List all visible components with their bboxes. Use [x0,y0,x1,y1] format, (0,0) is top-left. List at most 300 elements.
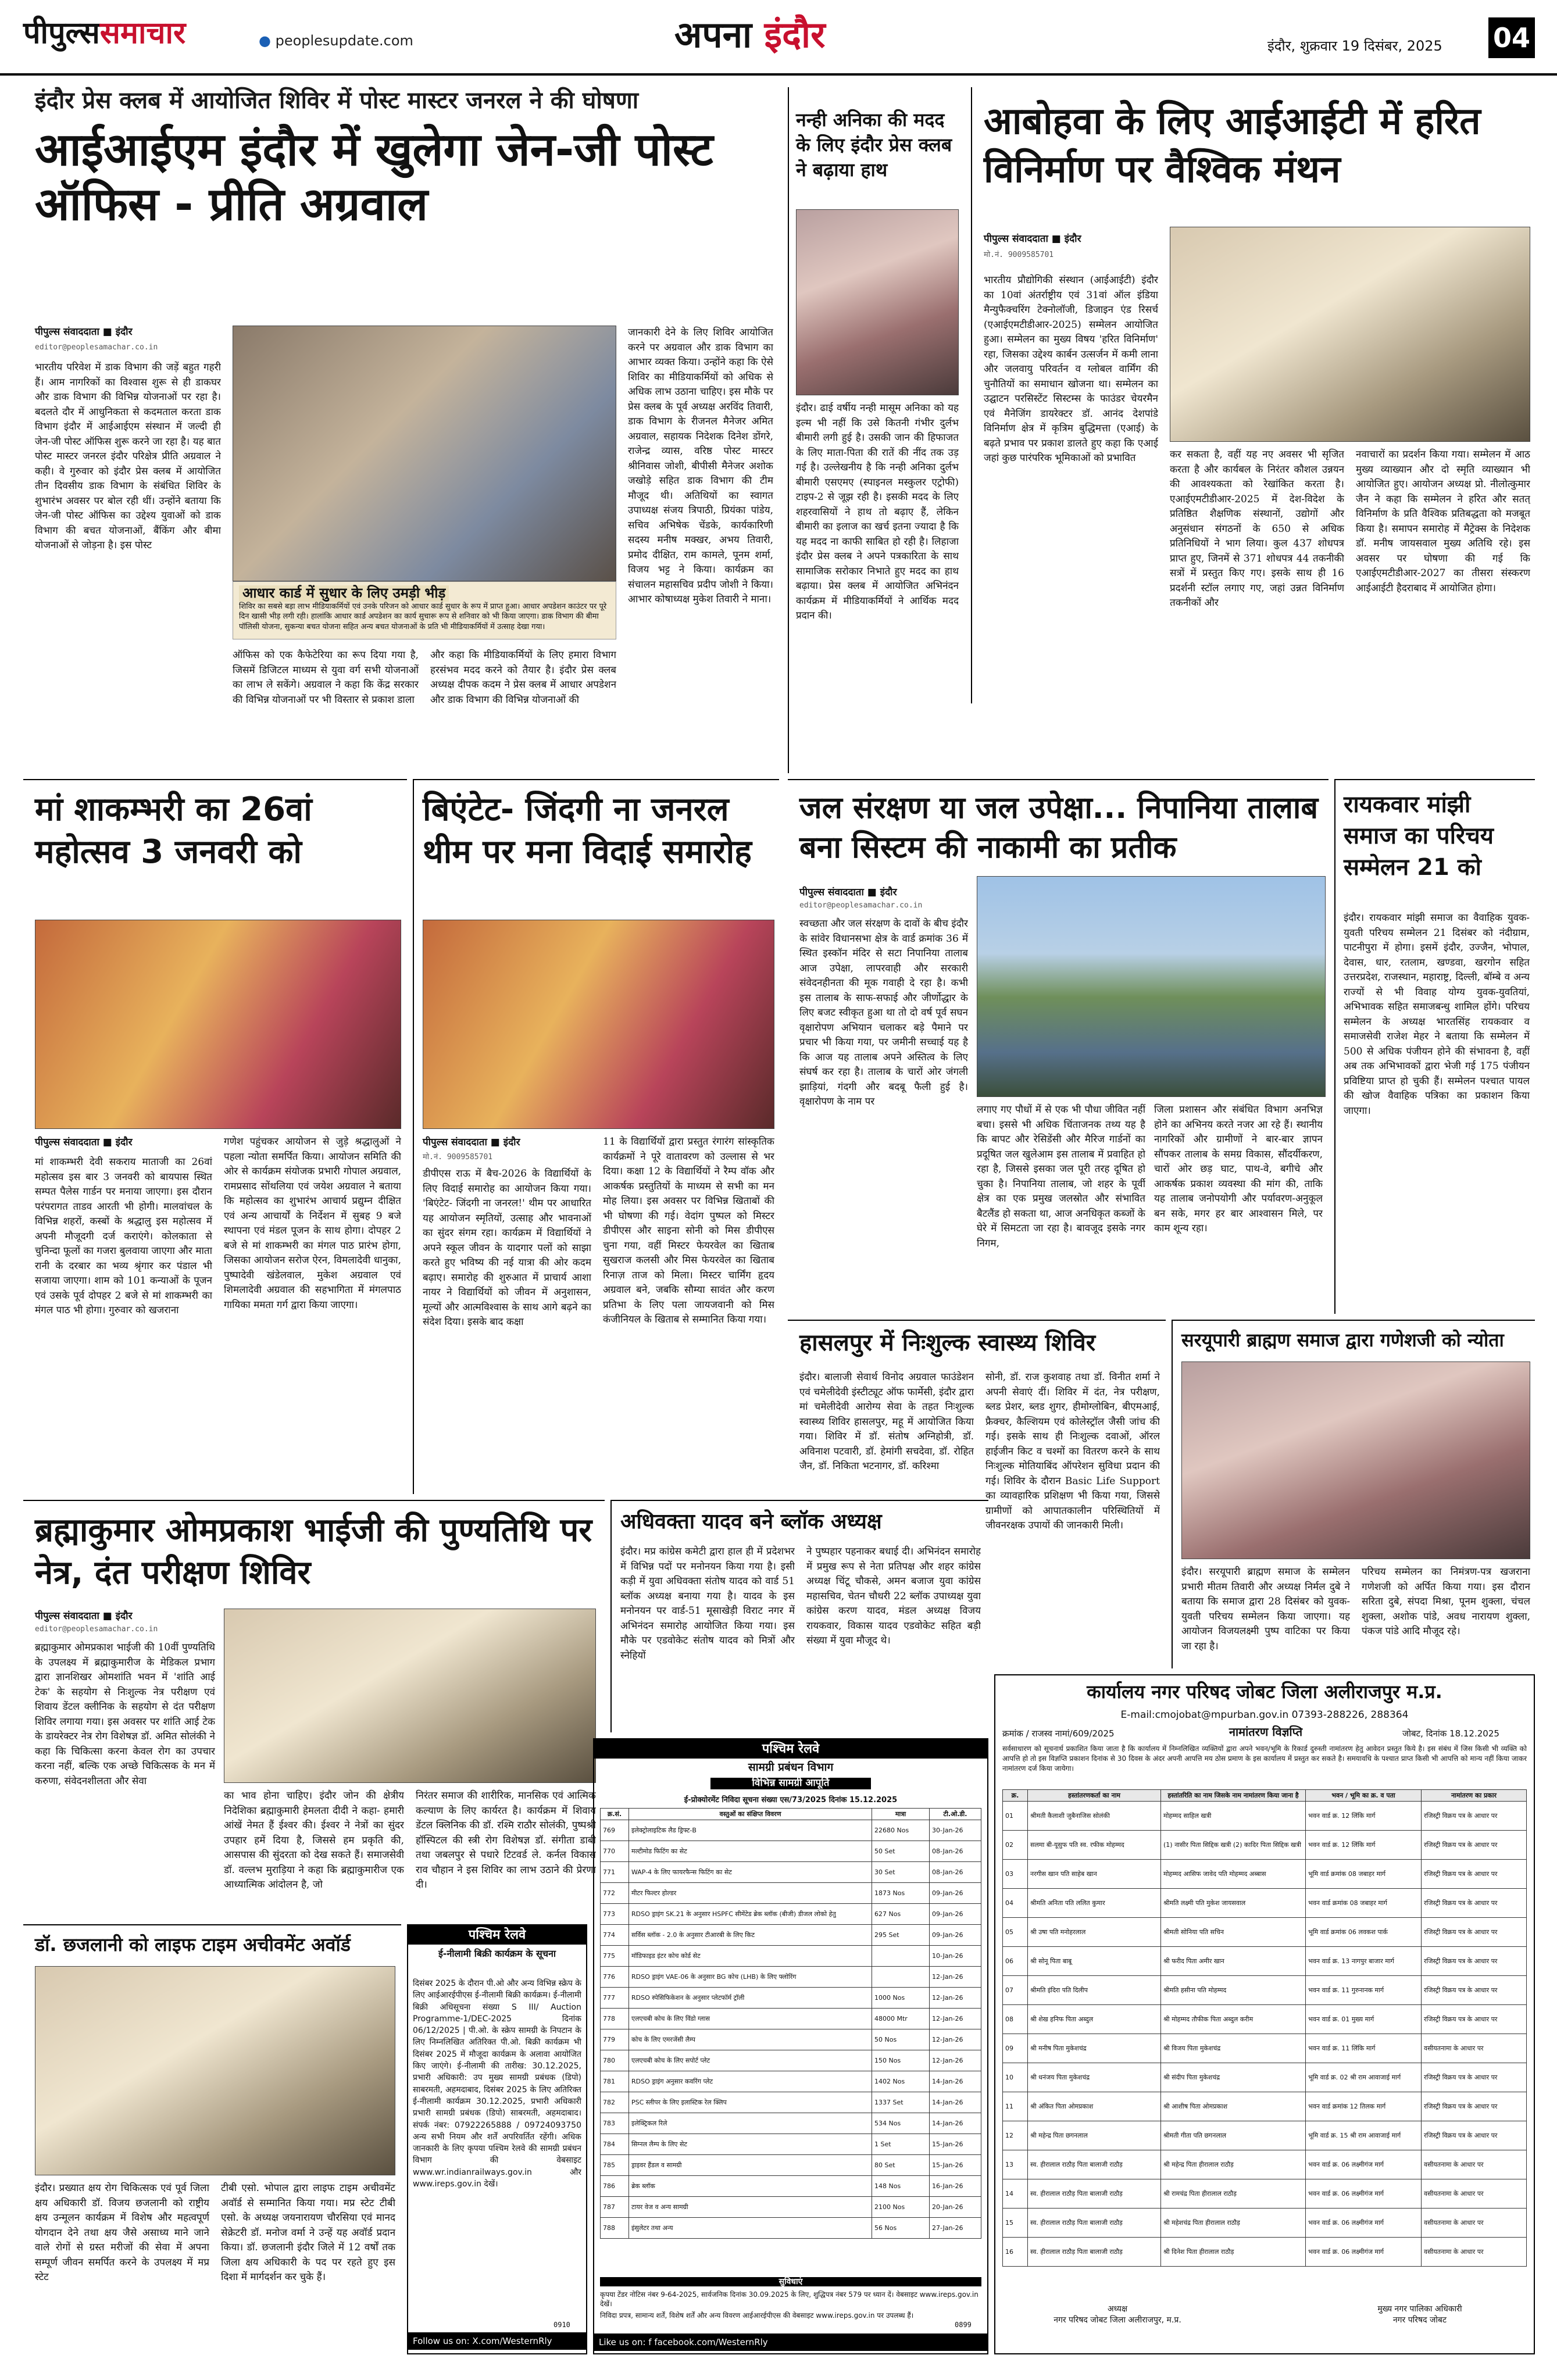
ad2-table-wrap [600,1808,981,2273]
story3-col1: भारतीय प्रौद्योगिकी संस्थान (आईआईटी) इंदौर का 10वां अंतर्राष्ट्रीय एवं 31वां ऑल इंडिया मैन्युफैक्चरिंग टेक्नोलॉजी, डिजाइन एंड रिसर्च (एआईएमटीडीआर-2025) सम्मेलन आयोजित हुआ। सम्मेलन का मुख्य विषय 'हरित विनिर्माण' रहा, जिसका उद्देश्य कार्बन उत्सर्जन में कमी लाना और जलवायु परिवर्तन व ग्लोबल वार्मिंग की चुनौतियों का समाधान खोजना था। सम्मेलन का उद्घाटन परसिस्टेंट सिस्टम्स के फाउंडर चेयरमैन एवं मैनेजिंग डायरेक्टर डॉ. आनंद देशपांडे विनिर्माण क्षेत्र में कृत्रिम बुद्धिमत्ता (एआई) के बढ़ते प्रभाव पर प्रकाश डालते हुए कहा कि एआई जहां कुछ पारंपरिक भूमिकाओं को प्रभावित [984,274,1158,464]
notice-table-header-row [1003,1790,1527,1802]
mutation-cell: मोहम्मद आसिफ जावेद पति मोहम्मद अब्बास [1161,1860,1306,1889]
tender-cell: मॉडिफाइड इंटर कोच कोर्ड सेट [629,1946,872,1967]
mutation-cell: भवन वार्ड क्र. 12 लिंकि मार्ग [1306,1802,1422,1831]
tender-row [601,1841,981,1862]
notice-col-header: हस्तांतरणकर्ता का नाम [1028,1790,1161,1802]
mutation-cell: श्री उषा पति मनोहरलाल [1028,1918,1161,1947]
municipal-notice [994,1674,1535,2354]
tender-cell: सर्विस ब्लॉक - 2.0 के अनुसार टीआरबी के लिए किट [629,1925,872,1946]
mutation-cell: 10 [1003,2063,1028,2092]
mutation-cell: 08 [1003,2005,1028,2034]
brand-right: समाचार [99,16,186,51]
story-iit-green-manufacturing [971,87,1535,703]
story12-headline: डॉ. छजलानी को लाइफ टाइम अचीवमेंट अवॉर्ड [35,1934,351,1956]
tender-row [601,1862,981,1883]
section-title: अपना इंदौर [674,13,826,56]
ad1-header: पश्चिम रेलवे [408,1925,586,1945]
story3-phone: मो.नं. 9009585701 [984,251,1054,259]
story-chhajlani-award [23,1924,401,2354]
mutation-cell: रजिस्ट्री विक्रय पत्र के आधार पर [1422,2005,1527,2034]
mutation-cell: श्री शेख हनिफ पिता अब्दुल [1028,2005,1161,2034]
mutation-row [1003,2238,1527,2267]
tender-row [601,2009,981,2029]
ad2-table-header-row [601,1809,981,1820]
ad1-footer-link[interactable]: Follow us on: X.com/WesternRly [408,2332,586,2350]
tender-cell: RDSO ड्राइंग SK.21 के अनुसार HSPFC सीमेंटेड ब्रेक ब्लॉक (बीजी) डीजल लोको हेतु [629,1904,872,1925]
story3-photo [1170,227,1530,442]
tender-cell: 14-Jan-26 [930,2071,981,2092]
tender-cell: 781 [601,2071,629,2092]
tender-cell: 784 [601,2134,629,2155]
tender-cell: 09-Jan-26 [930,1904,981,1925]
sign-right-title: मुख्य नगर पालिका अधिकारी [1377,2304,1462,2314]
notice-col-header: क्र. [1003,1790,1028,1802]
tender-cell: 12-Jan-26 [930,2009,981,2029]
story-brahmakumar-camp [23,1500,605,1918]
mutation-cell: रजिस्ट्री विक्रय पत्र के आधार पर [1422,1947,1527,1976]
story6-col1: मां शाकम्भरी देवी सकराय माताजी का 26वां महोत्सव इस बार 3 जनवरी को बायपास स्थित सम्पत पैलेस गार्डन पर मनाया जाएगा। इस दौरान परंपरागत ताडव आरती भी होगी। मालवांचल के विभिन्न शहरों, कस्बों के श्रद्धालु इस महोत्सव में अपनी मौजूदगी दर्ज कराएंगे। कोलकाता से चुनिन्दा फूलों का गजरा बुलवाया जाएगा और माता रानी के दरबार का भव्य श्रृंगार कर पंडाल भी सजाया जाएगा। शाम को 101 कन्याओं के पूजन एवं उसके पूर्व दोपहर 2 बजे से मां शाकम्भरी का मंगल पाठ भी होगा। गुरुवार को खजराना [35,1156,212,1316]
tender-cell [872,1967,930,1988]
tender-row [601,2071,981,2092]
mutation-cell: श्री रामचंद्र पिता हीरालाल राठौड़ [1161,2179,1306,2209]
story11-col1: इंदौर। मप्र कांग्रेस कमेटी द्वारा हाल ही में प्रदेशभर में विभिन्न पदों पर मनोनयन किया गया है। इसी कड़ी में युवा अधिवक्ता संतोष यादव को वार्ड 51 ब्लॉक अध्यक्ष बनाया गया है। यादव के इस मनोनयन पर वार्ड-51 मूसाखेड़ी विराट नगर में अभिनंदन समारोह आयोजित किया गया। इस मौके पर एडवोकेट संतोष यादव को मित्रों और स्नेहियों [620,1546,795,1661]
tender-cell: 777 [601,1988,629,2009]
tender-cell: 787 [601,2197,629,2218]
ad1-code: 0910 [553,2321,570,2329]
mutation-cell: स्व. हीरालाल राठौड़ पिता बालाजी राठौड़ [1028,2238,1161,2267]
tender-row [601,2197,981,2218]
ad2-code: 0899 [955,2321,972,2329]
notice-contact: E-mail:cmojobat@mpurban.gov.in 07393-288226, 288364 [1120,1709,1409,1721]
tender-cell: 148 Nos [872,2176,930,2197]
story1-col4: जानकारी देने के लिए शिविर आयोजित करने पर अग्रवाल और डाक विभाग का आभार व्यक्त किया। उन्होंने कहा कि ऐसे शिविर का मीडियाकर्मियों को अधिक से अधिक लाभ उठाना चाहिए। इस मौके पर प्रेस क्लब के पूर्व अध्यक्ष अरविंद तिवारी, डाक विभाग के रीजनल मैनेजर अमित अग्रवाल, सहायक निदेशक दिनेश डोंगरे, राजेन्द्र व्यास, वरिष्ठ पोस्ट मास्टर श्रीनिवास जोशी, बीपीसी मैनेजर अशोक जखोड़े सहित डाक विभाग की टीम मौजूद थी। अतिथियों का स्वागत उपाध्यक्ष संजय त्रिपाठी, प्रियंका पांडेय, सचिव अभिषेक चेंडके, कार्यकारिणी सदस्य मनीष मक्खर, अभय तिवारी, प्रमोद दीक्षित, राम कामले, पूनम शर्मा, विजय भट्ट ने किया। कार्यक्रम का संचालन महासचिव प्रदीप जोशी ने किया। आभार कोषाध्यक्ष मुकेश तिवारी ने माना। [628,327,773,605]
story7-photo [423,920,774,1129]
tender-cell: 772 [601,1883,629,1904]
story3-col2: कर सकता है, वहीं यह नए अवसर भी सृजित करता है और कार्यबल के निरंतर कौशल उन्नयन की आवश्यकता को रेखांकित करता है। एआईएमटीडीआर-2025 में देश-विदेश के प्रतिष्ठित शैक्षणिक संस्थानों, उद्योगों और अनुसंधान संगठनों के 650 से अधिक प्रतिनिधियों ने भाग लिया। कुल 437 शोधपत्र प्राप्त हुए, जिनमें से 371 शोधपत्र 44 तकनीकी सत्रों में प्रस्तुत किए गए। इसके साथ ही 16 प्रदर्शनी स्टॉल लगाए गए, जहां उन्नत विनिर्माण तकनीकों और [1170,449,1344,609]
story4-col2: लगाए गए पौधों में से एक भी पौधा जीवित नहीं बचा। इससे भी अधिक चिंताजनक तथ्य यह है कि बापट और रेसिडेंसी और मैरिज गार्डनों का प्रदूषित जल खुलेआम इस तालाब में प्रवाहित हो रहा है, जिससे इसका जल पूरी तरह दूषित हो चुका है। निपानिया तालाब, जो शहर के पूर्वी क्षेत्र का एक प्रमुख जलस्रोत और संभावित बैटलैंड हो सकता था, आज अनधिकृत कब्जों के घेरे में सिमटता जा रहा है। बावजूद इसके नगर निगम, [977,1104,1145,1249]
tender-row [601,2218,981,2239]
tender-cell: 20-Jan-26 [930,2197,981,2218]
story6-photo [35,920,401,1129]
story1-caption [233,581,616,639]
mutation-cell: 02 [1003,1831,1028,1860]
tender-cell: 779 [601,2029,629,2050]
tender-cell: 1402 Nos [872,2071,930,2092]
story10-headline: ब्रह्माकुमार ओमप्रकाश भाईजी की पुण्यतिथि पर नेत्र, दंत परीक्षण शिविर [35,1511,592,1592]
notice-sign-right [1327,2303,1513,2325]
tender-cell: एलएचबी कोच के लिए सपोर्ट प्लेट [629,2050,872,2071]
mutation-row [1003,1831,1527,1860]
ad2-table-body [601,1820,981,2239]
mutation-cell: श्री अंकित पिता ओमप्रकाश [1028,2092,1161,2121]
mutation-cell: रजिस्ट्री विक्रय पत्र के आधार पर [1422,1976,1527,2005]
tender-cell: 15-Jan-26 [930,2134,981,2155]
mutation-row [1003,1889,1527,1918]
tender-cell: 773 [601,1904,629,1925]
notice-intro: सर्वसाधारण को सूचनार्थ प्रकाशित किया जाता है कि कार्यालय में निम्नलिखित व्यक्तियों द्वारा अपने भवन/भूमि के रिकार्ड दुरुस्ती नामांतरण हेतु आवेदन प्रस्तुत किये है। इस संबंध में जिस किसी भी व्यक्ति को आपत्ति हो तो इस विज्ञप्ति प्रकाशन दिनांक से 30 दिवस के अंदर अपनी आपत्ति मय ठोस प्रमाण के इस कार्यालय में प्रस्तुत कर सकते है। समयावधि के पश्चात प्राप्त किसी भी आपत्ति को मान्य नहीं किया जाकर नामांतरण दर्ज किया जायेगा। [1002,1745,1527,1773]
story4-headline: जल संरक्षण या जल उपेक्षा... निपानिया तालाब बना सिस्टम की नाकामी का प्रतीक [799,791,1319,865]
story1-headline: आईआईएम इंदौर में खुलेगा जेन-जी पोस्ट ऑफिस - प्रीति अग्रवाल [35,124,713,231]
mutation-cell: भूमि वार्ड क्र. 15 श्री राम आवाजाई मार्ग [1306,2121,1422,2150]
mutation-row [1003,2005,1527,2034]
mutation-cell: रजिस्ट्री विक्रय पत्र के आधार पर [1422,1889,1527,1918]
mutation-row [1003,2209,1527,2238]
tender-cell: 09-Jan-26 [930,1925,981,1946]
mutation-cell: रजिस्ट्री विक्रय पत्र के आधार पर [1422,2092,1527,2121]
story4-col1: स्वच्छता और जल संरक्षण के दावों के बीच इंदौर के सांवेर विधानसभा क्षेत्र के वार्ड क्रमांक 36 में स्थित इस्कॉन मंदिर से सटा निपानिया तालाब आज उपेक्षा, लापरवाही और सरकारी संवेदनहीनता की मूक गवाही दे रहा है। कभी इस तालाब के साफ-सफाई और जीर्णोद्धार के लिए बजट स्वीकृत हुआ था तो दो वर्ष पूर्व सघन वृक्षारोपण अभियान चलाकर बड़े पैमाने पर प्रचार भी किया गया, पर जमीनी सच्चाई यह है कि आज यह तालाब अपने अस्तित्व के लिए संघर्ष कर रहा है। तालाब के चारों ओर जंगली झाड़ियां, गंदगी और बदबू फैली हुई है। वृक्षारोपण के नाम पर [799,918,968,1107]
mutation-cell: रजिस्ट्री विक्रय पत्र के आधार पर [1422,2121,1527,2150]
story8-headline: हासलपुर में निःशुल्क स्वास्थ्य शिविर [799,1330,1096,1356]
mutation-cell: वसीयतनामा के आधार पर [1422,2150,1527,2179]
tender-cell: 80 Set [872,2155,930,2176]
caption-text: शिविर का सबसे बड़ा लाभ मीडियाकर्मियों एवं उनके परिजन को आधार कार्ड सुधार के रूप में प्राप्त हुआ। आधार अपडेशन काउंटर पर पूरे दिन खासी भीड़ लगी रही। हालांकि आधार कार्ड अपडेशन का कार्य सुचारू रूप से शनिवार को भी किया जाएगा। डाक विभाग की बीमा पॉलिसी योजना, सुकन्या बचत योजना सहित अन्य बचत योजनाओं के प्रति भी मीडियाकर्मियों में उत्साह देखा गया। [239,602,607,631]
tender-cell: 12-Jan-26 [930,2050,981,2071]
tender-cell: टायर वेज व अन्य सामग्री [629,2197,872,2218]
mutation-cell: भवन वार्ड क्र. 06 लक्ष्मीगंज मार्ग [1306,2238,1422,2267]
mutation-cell: 03 [1003,1860,1028,1889]
mutation-cell: वसीयतनामा के आधार पर [1422,2238,1527,2267]
story7-col2: 11 के विद्यार्थियों द्वारा प्रस्तुत रंगारंग सांस्कृतिक कार्यक्रमों ने पूरे वातावरण को उल्लास से भर दिया। कक्षा 12 के विद्यार्थियों ने रैम्प वॉक और आकर्षक प्रस्तुतियों के माध्यम से सभी का मन मोह लिया। इस अवसर पर विभिन्न खिताबों की भी घोषणा की गई। वेदांग पुष्पल को मिस्टर डीपीएस और साइना सोनी को मिस डीपीएस चुना गया, वहीं मिस्टर फेयरवेल का खिताब सुखराज कलसी और मिस फेयरवेल का खिताब रिनाज़ ताज को मिला। मिस्टर चार्मिंग हृदय अग्रवाल बने, जबकि सौम्या सावंत और करण प्रतिभा के लिए पला जायजवानी को मिस कंजीनियल के खिताब से सम्मानित किया गया। [603,1136,774,1325]
mutation-cell: रजिस्ट्री विक्रय पत्र के आधार पर [1422,1802,1527,1831]
mutation-cell: भवन वार्ड क्र. 12 लिंकि मार्ग [1306,1831,1422,1860]
mutation-cell: भवन वार्ड क्र. 06 लक्ष्मीगंज मार्ग [1306,2150,1422,2179]
ad2-footer-link[interactable]: Like us on: f facebook.com/WesternRly [594,2333,987,2351]
story2-text: इंदौर। ढाई वर्षीय नन्ही मासूम अनिका को यह इल्म भी नहीं कि उसे कितनी गंभीर दुर्लभ बीमारी लगी हुई है। उसकी जान की हिफाजत के लिए माता-पिता की रातें की नींद तक उड़ गई है। उल्लेखनीय है कि नन्ही अनिका दुर्लभ बीमारी एसएमए (स्पाइनल मस्कुलर एट्रोफी) टाइप-2 से जूझ रही है। इसकी मदद के लिए शहरवासियों ने हाथ तो बढ़ाए हैं, लेकिन बीमारी का इलाज का खर्च इतना ज्यादा है कि यह मदद ना काफी साबित हो रही है। लिहाजा इंदौर प्रेस क्लब ने अपने पत्रकारिता के साथ सामाजिक सरोकार निभाते हुए मदद का हाथ बढ़ाया। प्रेस क्लब में आयोजित अभिनंदन कार्यक्रम में मीडियाकर्मियों ने आर्थिक मदद प्रदान की। [796,402,959,621]
tender-cell: 48000 Mtr [872,2009,930,2029]
notice-ref: क्रमांक / राजस्व नामां/609/2025 [1002,1728,1115,1739]
tender-cell: 12-Jan-26 [930,1988,981,2009]
mutation-cell: 09 [1003,2034,1028,2063]
story11-col2: ने पुष्पहार पहनाकर बधाई दी। अभिनंदन समारोह में प्रमुख रूप से नेता प्रतिपक्ष और शहर कांग्रेस अध्यक्ष चिंटू चौकसे, अमन बजाज युवा कांग्रेस महासचिव, चेतन चौधरी 22 ब्लॉक उपाध्यक्ष युवा कांग्रेस करण यादव, मंडल अध्यक्ष विजय रायकवार, विकास यादव एडवोकेट सहित बड़ी संख्या में युवा मौजूद थे। [806,1546,981,1646]
story1-col3: और कहा कि मीडियाकर्मियों के लिए हमारा विभाग हरसंभव मदद करने को तैयार है। इंदौर प्रेस क्लब अध्यक्ष दीपक कदम ने प्रेस क्लब में आधार अपडेशन और डाक विभाग की विभिन्न योजनाओं की [430,649,616,706]
mutation-cell: 01 [1003,1802,1028,1831]
mutation-cell: स्व. हीरालाल राठौड़ पिता बालाजी राठौड़ [1028,2150,1161,2179]
mutation-cell: भवन वार्ड क्रमांक 12 तिलक मार्ग [1306,2092,1422,2121]
tender-cell: 2100 Nos [872,2197,930,2218]
story-dps-farewell [413,779,779,1494]
mutation-cell: भूमि वार्ड क्र. 02 श्री राम आवाजाई मार्ग [1306,2063,1422,2092]
story12-col2: टीबी एसो. भोपाल द्वारा लाइफ टाइम अचीवमेंट अवॉर्ड से सम्मानित किया गया। मप्र स्टेट टीबी एसो. के अध्यक्ष जयनारायण चौरसिया एवं मानद सेक्रेटरी डॉ. मनोज वर्मा ने उन्हें यह अवॉर्ड प्रदान किया। डॉ. छजलानी इंदौर जिले में 12 वर्षों तक जिला क्षय अधिकारी के पद पर रहते हुए इस दिशा में मार्गदर्शन कर चुके हैं। [221,2182,395,2283]
tender-cell: 1000 Nos [872,1988,930,2009]
tender-cell: 775 [601,1946,629,1967]
mutation-cell: श्रीमति अनिता पति ललित कुमार [1028,1889,1161,1918]
mutation-cell: श्री संदीप पिता मुकेशचंद्र [1161,2063,1306,2092]
mutation-cell: रजिस्ट्री विक्रय पत्र के आधार पर [1422,1918,1527,1947]
tender-row [601,1925,981,1946]
sign-right-sub: नगर परिषद जोबट [1392,2315,1447,2325]
story3-headline: आबोहवा के लिए आईआईटी में हरित विनिर्माण पर वैश्विक मंथन [984,100,1481,192]
tender-row [601,2029,981,2050]
mutation-cell: श्रीमती सोनिया पति सचिन [1161,1918,1306,1947]
story-raikwar-samaj [1334,779,1535,1314]
tender-cell: मल्टीमोड फिटिंग का सेट [629,1841,872,1862]
tender-cell: 16-Jan-26 [930,2176,981,2197]
story4-email: editor@peoplesamachar.co.in [799,901,923,910]
tender-cell: 15-Jan-26 [930,2155,981,2176]
mutation-cell: रजिस्ट्री विक्रय पत्र के आधार पर [1422,1831,1527,1860]
ad2-note2: निविदा प्रपत्र, सामान्य शर्तें, विशेष शर्तें और अन्य विवरण आईआरईपीएस की वेबसाइट www.ireps.gov.in पर उपलब्ध हैं। [600,2311,914,2320]
tender-cell: 776 [601,1967,629,1988]
tender-cell: ड्राइवर हैंडल व सामग्री [629,2155,872,2176]
tender-cell: इंसुलेटर तथा अन्य [629,2218,872,2239]
ad2-footer-box: सुविधाएं [600,2277,981,2286]
tender-cell: 627 Nos [872,1904,930,1925]
ad2-table [600,1808,981,2239]
tender-row [601,1967,981,1988]
tender-cell: सिग्नल लैम्प के लिए सेट [629,2134,872,2155]
mutation-cell: श्रीमति इंदिरा पति दिलीप [1028,1976,1161,2005]
mutation-cell: रजिस्ट्री विक्रय पत्र के आधार पर [1422,2063,1527,2092]
story5-text: इंदौर। रायकवार मांझी समाज का वैवाहिक युवक-युवती परिचय सम्मेलन 21 दिसंबर को नंदीग्राम, पाटनीपुरा में होगा। इसमें इंदौर, उज्जैन, भोपाल, देवास, धार, रतलाम, खण्डवा, खरगोन सहित उत्तरप्रदेश, राजस्थान, महाराष्ट्र, दिल्ली, बॉम्बे व अन्य राज्यों से भी विवाह योग्य युवक-युवतियां, अभिभावक सहित समाजबन्धु शामिल होंगे। परिचय सम्मेलन के अध्यक्ष भारतसिंह रायकवार व समाजसेवी राजेश मेहर ने बताया कि सम्मेलन में 500 से अधिक पंजीयन होने की संभावना है, वहीं अब तक अभिभावकों द्वारा भेजी गई 175 पंजीयन प्रविष्टिया प्राप्त हो चुकी हैं। सम्मेलन पश्चात पायल की खोज वैवाहिक पत्रिका का प्रकाशन किया जाएगा। [1344,912,1530,1117]
mutation-cell: श्री महेन्द्र पिता छगनलाल [1028,2121,1161,2150]
mutation-row [1003,2121,1527,2150]
story9-col1: इंदौर। सरयूपारी ब्राह्मण समाज के सम्मेलन प्रभारी मीतम तिवारी और अध्यक्ष निर्मल दुबे ने बताया कि समाज द्वारा 28 दिसंबर को युवक-युवती परिचय सम्मेलन किया जाएगा। यह आयोजन विजयलक्ष्मी पुष्प वाटिका पर किया जा रहा है। [1181,1566,1350,1652]
dateline: इंदौर, शुक्रवार 19 दिसंबर, 2025 [1267,38,1442,54]
mutation-cell: भवन वार्ड क्र. 06 लक्ष्मीगंज मार्ग [1306,2179,1422,2209]
tender-row [601,2092,981,2113]
mutation-cell: 04 [1003,1889,1028,1918]
mutation-cell: 16 [1003,2238,1028,2267]
notice-col-header: नामांतरण का प्रकार [1422,1790,1527,1802]
story4-col3: जिला प्रशासन और संबंधित विभाग अनभिज्ञ होने का अभिनय करते नजर आ रहे हैं। स्थानीय नागरिकों और ग्रामीणों ने बार-बार ज्ञापन सौंपकर तालाब के समग्र विकास, सौंदर्यीकरण, चारों ओर छड़ घाट, पाथ-वे, बगीचे और आकर्षक प्रकाश व्यवस्था की मांग की, ताकि यह तालाब जनोपयोगी और पर्यावरण-अनुकूल बन सके, मगर हर बार आश्वासन मिले, पर काम शून्य रहा। [1154,1104,1323,1234]
mutation-cell: 15 [1003,2209,1028,2238]
tender-cell: 08-Jan-26 [930,1841,981,1862]
tender-cell: एलएचबी कोच के लिए विंडो ग्लास [629,2009,872,2029]
notice-table-body [1003,1802,1527,2267]
mutation-cell: भवन वार्ड क्र. 13 नागपुर बाजार मार्ग [1306,1947,1422,1976]
tender-cell: 783 [601,2113,629,2134]
mutation-row [1003,2034,1527,2063]
tender-cell: 534 Nos [872,2113,930,2134]
railway-auction-ad [407,1924,587,2354]
mutation-cell: स्व. हीरालाल राठौड़ पिता बालाजी राठौड़ [1028,2209,1161,2238]
story10-col3: निरंतर समाज की शारीरिक, मानसिक एवं आत्मिक कल्याण के लिए कार्यरत है। कार्यक्रम में शिवाय डेंटल क्लिनिक की डॉ. रश्मि राठौर सोलंकी, पुष्पश्री हॉस्पिटल की स्त्री रोग विशेषज्ञ डॉ. संगीता डाबी तथा जबलपुर से पधारे टिटवर्ड ले. कर्नल विकास राव चौहान ने इस शिविर का लाभ उठाने की प्रेरणा दी। [416,1790,596,1891]
tender-cell: 1 Set [872,2134,930,2155]
mutation-cell: नरगीस खान पति साहेब खान [1028,1860,1161,1889]
mutation-cell: श्रीमति हसीना पति मोहम्मद [1161,1976,1306,2005]
tender-cell: 14-Jan-26 [930,2092,981,2113]
tender-cell: 778 [601,2009,629,2029]
tender-cell [872,1946,930,1967]
mutation-cell: भूमि वार्ड क्रमांक 06 लवकश पार्क [1306,1918,1422,1947]
tender-row [601,1946,981,1967]
website-link[interactable]: ● peoplesupdate.com [259,33,413,49]
mutation-cell: भवन वार्ड क्र. 06 लक्ष्मीगंज मार्ग [1306,2209,1422,2238]
mutation-cell: श्री महेशचंद्र पिता हीरालाल राठौड़ [1161,2209,1306,2238]
ad2-col-header: मात्रा [872,1809,930,1820]
notice-date: जोबट, दिनांक 18.12.2025 [1402,1728,1499,1739]
mutation-cell: श्री महेन्द्र पिता हीरालाल राठौड़ [1161,2150,1306,2179]
tender-cell: 788 [601,2218,629,2239]
tender-cell: मीटर फिल्टर होल्डर [629,1883,872,1904]
mutation-cell: स्व. हीरालाल राठौड़ पिता बालाजी राठौड़ [1028,2179,1161,2209]
tender-cell: इलेक्ट्रिकल रिले [629,2113,872,2134]
mutation-cell: भवन वार्ड क्र. 11 गुरुनानक मार्ग [1306,1976,1422,2005]
story10-email: editor@peoplesamachar.co.in [35,1625,158,1634]
mutation-row [1003,1976,1527,2005]
mutation-cell: भूमि वार्ड क्रमांक 08 जबाहर मार्ग [1306,1860,1422,1889]
ad2-col-header: क्र.सं. [601,1809,629,1820]
mutation-cell: वसीयतनामा के आधार पर [1422,2179,1527,2209]
story4-byline: पीपुल्स संवाददाता ■ इंदौर [799,887,897,898]
story7-byline: पीपुल्स संवाददाता ■ इंदौर [423,1137,520,1148]
tender-cell: 22680 Nos [872,1820,930,1841]
mutation-row [1003,2092,1527,2121]
tender-cell: 12-Jan-26 [930,2029,981,2050]
story6-col2: गणेश पहुंचकर आयोजन से जुड़े श्रद्धालुओं ने पहला न्योता समर्पित किया। आयोजन समिति की ओर से कार्यक्रम संयोजक प्रभारी गोपाल अग्रवाल, रामप्रसाद सोंथलिया एवं जयेश अग्रवाल ने बताया कि महोत्सव का शुभारंभ आचार्य प्रद्युम्न दीक्षित एवं अन्य आचार्यों के निर्देशन में सुबह 9 बजे स्थापना एवं मंडल पूजन के साथ होगा। दोपहर 2 बजे से मां शाकम्भरी का मंगल पाठ प्रारंभ होगा, जिसका आयोजन सरोज ऐरन, विमलादेवी धानुका, पुष्पादेवी खंडेलवाल, मुकेश अग्रवाल एवं शिमलादेवी अग्रवाल की सहभागिता में मंगलपाठ गायिका ममता गर्ग द्वारा किया जाएगा। [224,1136,401,1311]
tender-cell: 12-Jan-26 [930,1967,981,1988]
tender-row [601,2134,981,2155]
tender-cell: कोच के लिए एमरजेंसी लैम्प [629,2029,872,2050]
ad2-col-header: टी.ओ.डी. [930,1809,981,1820]
tender-row [601,1883,981,1904]
story-shakambhari [23,779,407,1494]
tender-cell: 50 Nos [872,2029,930,2050]
mutation-cell: श्री फरीद पिता अमीर खान [1161,1947,1306,1976]
tender-row [601,2113,981,2134]
mutation-cell: (1) नासीर पिता सिद्दिक खत्री (2) कादिर पिता सिद्दिक खत्री [1161,1831,1306,1860]
tender-cell: 780 [601,2050,629,2071]
story1-col2: ऑफिस को एक कैफेटेरिया का रूप दिया गया है, जिसमें डिजिटल माध्यम से युवा वर्ग सभी योजनाओं का लाभ ले सकेंगे। अग्रवाल ने कहा कि केंद्र सरकार की विभिन्न योजनाओं पर भी विस्तार से प्रकाश डाला [233,649,419,706]
story9-photo [1181,1361,1530,1559]
story5-headline: रायकवार मांझी समाज का परिचय सम्मेलन 21 को [1344,791,1494,881]
mutation-cell: श्री धनंजय पिता मुकेशचंद्र [1028,2063,1161,2092]
mutation-cell: भवन वार्ड क्र. 11 लिंकि मार्ग [1306,2034,1422,2063]
story6-headline: मां शाकम्भरी का 26वां महोत्सव 3 जनवरी को [35,791,312,871]
mutation-cell: 13 [1003,2150,1028,2179]
tender-cell: 1873 Nos [872,1883,930,1904]
tender-cell: 295 Set [872,1925,930,1946]
story1-col1: भारतीय परिवेश में डाक विभाग की जड़ें बहुत गहरी हैं। आम नागरिकों का विश्वास शुरू से ही डाकघर और डाक विभाग की विभिन्न योजनाओं पर रहा है। बदलते दौर में आधुनिकता से कदमताल करता डाक विभाग इंदौर में आईआईएम संस्थान में जल्दी ही जेन-जी पोस्ट ऑफिस शुरू करने जा रहा है। यह बात पोस्ट मास्टर जनरल इंदौर परिक्षेत्र प्रीति अग्रवाल ने कही। वे गुरुवार को इंदौर प्रेस क्लब में आयोजित तीन दिवसीय डाक विभाग के संबंधित शिविर के शुभारंभ अवसर पर बोल रही थीं। उन्होंने बताया कि जेन-जी पोस्ट ऑफिस का उद्देश्य युवाओं को डाक विभाग की बचत योजनाओं, बैंकिंग और बीमा योजनाओं से जोड़ना है। इस पोस्ट [35,362,221,551]
tender-cell: RDSO ड्राइंग VAE-06 के अनुसार BG कोच (LHB) के लिए फ्लोरिंग [629,1967,872,1988]
story9-col2: परिचय सम्मेलन का निमंत्रण-पत्र खजराना गणेशजी को अर्पित किया गया। इस दौरान सरिता दुबे, संपदा मिश्रा, पूनम शुक्ला, चंचल शुक्ला, अशोक पांडे, अवध नारायण शुक्ला, पंकज पांडे आदि मौजूद रहे। [1362,1566,1530,1637]
tender-cell: RDSO ड्राइंग अनुसार कवरिंग प्लेट [629,2071,872,2092]
notice-col-header: भवन / भूमि का क्र. व पता [1306,1790,1422,1802]
story-nipania-pond [788,779,1329,1314]
ad2-box-title: विभिन्न सामग्री आपूर्ति [710,1778,871,1789]
story3-col3: नवाचारों का प्रदर्शन किया गया। सम्मेलन में आठ मुख्य व्याख्यान और दो स्मृति व्याख्यान भी आयोजित हुए। आयोजन अध्यक्ष प्रो. नीलोत्कुमार जैन ने कहा कि सम्मेलन ने हरित और सतत् विनिर्माण के प्रति वैश्विक प्रतिबद्धता को मजबूत किया है। समापन समारोह में मैट्रेक्स के निदेशक डॉ. मनीष जायसवाल मुख्य अतिथि रहे। इस अवसर पर घोषणा की गई कि एआईएमटीडीआर-2027 का तीसरा संस्करण आईआईटी हैदराबाद में आयोजित होगा। [1356,449,1530,594]
notice-title: कार्यालय नगर परिषद जोबट जिला अलीराजपुर म.प्र. [1087,1681,1442,1703]
mutation-cell: श्रीमति लक्ष्मी पति मुकेश जायसवाल [1161,1889,1306,1918]
story10-photo [224,1609,596,1783]
ad1-text: दिसंबर 2025 के दौरान पी.ओ और अन्य विभिन्न स्क्रेप के लिए आईआरईपीएस ई-नीलामी बिक्री कार्यक्रम। ई-नीलामी बिक्री अधिसूचना संख्या S III/ Auction Programme-1/DEC-2025 दिनांक 06/12/2025 | पी.ओ. के स्क्रेप सामग्री के निपटान के लिए निम्नलिखित अतिरिक्त पी.ओ. बिक्री कार्यक्रम भी दिसंबर 2025 में मौजूदा कार्यक्रम के अलावा आयोजित किए जाएंगे। ई-नीलामी की तारीख: 30.12.2025, प्रभारी अधिकारी: उप मुख्य सामग्री प्रबंधक (डिपो) साबरमती, अहमदाबाद, दिसंबर 2025 के लिए अतिरिक्त ई-नीलामी कार्यक्रम 30.12.2025, प्रभारी अधिकारी प्रभारी सामग्री प्रबंधक (डिपो) साबरमती, अहमदाबाद। संपर्क नंबर: 07922265888 / 09724093750 अन्य सभी नियम और शर्तें अपरिवर्तित रहेंगी। अधिक जानकारी के लिए कृपया पश्चिम रेलवे की सामग्री प्रबंधन विभाग की वेबसाइट www.wr.indianrailways.gov.in और www.ireps.gov.in देखें। [413,1979,581,2189]
story1-photo [233,326,616,581]
mutation-cell: वसीयतनामा के आधार पर [1422,2209,1527,2238]
story-saryupari [1172,1320,1535,1668]
mutation-cell: श्री मनीष पिता मुकेशचंद्र [1028,2034,1161,2063]
tender-cell: 770 [601,1841,629,1862]
mutation-row [1003,1860,1527,1889]
tender-cell: 785 [601,2155,629,2176]
story2-photo [796,209,959,395]
mutation-cell: श्री दिनेश पिता हीरालाल राठौड़ [1161,2238,1306,2267]
story4-photo [977,876,1326,1097]
railway-tender-ad [593,1738,988,2354]
story6-byline: पीपुल्स संवाददाता ■ इंदौर [35,1137,133,1148]
tender-cell: 27-Jan-26 [930,2218,981,2239]
tender-cell: PSC स्लीपर के लिए इलास्टिक रेल क्लिप [629,2092,872,2113]
tender-row [601,1904,981,1925]
story10-byline: पीपुल्स संवाददाता ■ इंदौर [35,1610,133,1622]
mutation-cell: रजिस्ट्री विक्रय पत्र के आधार पर [1422,1860,1527,1889]
story10-col1: ब्रह्माकुमार ओमप्रकाश भाईजी की 10वीं पुण्यतिथि के उपलक्ष्य में ब्रह्माकुमारीज के मेडिकल प्रभाग द्वारा ज्ञानशिखर ओमशांति भवन में 'शांति आई टेक' के सहयोग से निःशुल्क नेत्र परीक्षण एवं शिवाय डेंटल क्लीनिक के सहयोग से दंत परीक्षण शिविर लगाया गया। इस अवसर पर शांति आई टेक के डायरेक्टर नेत्र रोग विशेषज्ञ डॉ. अमित सोलंकी ने कहा कि चिकित्सा करना केवल रोग का उपचार करना नहीं, बल्कि एक अच्छे चिकित्सक के मन में करुणा, संवेदनशीलता और सेवा [35,1642,215,1787]
tender-row [601,2155,981,2176]
story10-col2: का भाव होना चाहिए। इंदौर जोन की क्षेत्रीय निदेशिका ब्रह्माकुमारी हेमलता दीदी ने कहा- हमारी आंखें नेमत हैं ईश्वर की। ईश्वर ने नेत्रों का सुंदर उपहार हमें दिया है, जिससे हम प्रकृति की, आसपास की सुंदरता को देख सकते हैं। समाजसेवी डॉ. वल्लभ मुराड़िया ने कहा कि ब्रह्माकुमारीज एक आध्यात्मिक आंदोलन है, जो [224,1790,404,1891]
story7-phone: मो.नं. 9009585701 [423,1153,493,1162]
story2-headline: नन्ही अनिका की मदद के लिए इंदौर प्रेस क्लब ने बढ़ाया हाथ [796,109,952,181]
story8-col2: सोनी, डॉ. राज कुशवाह तथा डॉ. विनीत शर्मा ने अपनी सेवाएं दीं। शिविर में दंत, नेत्र परीक्षण, ब्लड प्रेशर, ब्लड शुगर, हीमोग्लोबिन, बीएमआई, फ्रैक्चर, कैल्शियम एवं कोलेस्ट्रॉल जैसी जांच की गई। इसके साथ ही निःशुल्क दवाओं, ऑरल हाईजीन किट व चश्मों का वितरण करने के साथ निःशुल्क मोतियाबिंद ऑपरेशन सुविधा प्रदान की गई। शिविर के दौरान Basic Life Support का व्यावहारिक प्रशिक्षण भी किया गया, जिससे ग्रामीणों को आपातकालीन परिस्थितियों में जीवनरक्षक उपायों की जानकारी मिली। [985,1371,1160,1531]
ad2-note: कृपया टेंडर नोटिस नंबर 9-64-2025, सार्वजनिक दिनांक 30.09.2025 के लिए, शुद्धिपत्र नंबर 579 पर ध्यान दें। वेबसाइट www.ireps.gov.in देखें। [600,2290,979,2308]
story7-headline: बिएंटेट- जिंदगी ना जनरल थीम पर मना विदाई समारोह [423,791,752,871]
mutation-row [1003,2179,1527,2209]
notice-table-wrap [1002,1789,1527,2283]
ad2-col-header: वस्तुओं का संक्षिप्त विवरण [629,1809,872,1820]
story12-col1: इंदौर। प्रख्यात क्षय रोग चिकित्सक एवं पूर्व जिला क्षय अधिकारी डॉ. विजय छजलानी को राष्ट्रीय क्षय उन्मूलन कार्यक्रम में विशेष और महत्वपूर्ण योगदान देने तथा क्षय जैसे असाध्य माने जाने वाले रोगों से ग्रस्त मरीजों की सेवा में अपना सम्पूर्ण जीवन समर्पित करने के उपलक्ष्य में मप्र स्टेट [35,2182,209,2283]
masthead-brand [23,16,185,51]
tender-row [601,1820,981,1841]
tender-cell: 08-Jan-26 [930,1862,981,1883]
tender-row [601,1988,981,2009]
brand-left: पीपुल्स [23,16,100,51]
sign-left-title: अध्यक्ष [1107,2304,1128,2314]
tender-cell: 774 [601,1925,629,1946]
globe-icon: ● [259,33,276,49]
tender-cell: RDSO स्पेसिफिकेशन के अनुसार प्लेटफॉर्म ट्रॉली [629,1988,872,2009]
tender-row [601,2050,981,2071]
story11-headline: अधिवक्ता यादव बने ब्लॉक अध्यक्ष [620,1510,882,1534]
story7-col1: डीपीएस राऊ में बैच-2026 के विद्यार्थियों के लिए विदाई समारोह का आयोजन किया गया। 'बिएंटेट- जिंदगी ना जनरल!' थीम पर आधारित यह आयोजन स्मृतियों, उत्साह और भावनाओं का सुंदर संगम रहा। कार्यक्रम में विद्यार्थियों ने अपने स्कूल जीवन के यादगार पलों को साझा करते हुए भविष्य की नई यात्रा की ओर कदम बढ़ाए। समारोह की शुरुआत में प्राचार्य आशा नायर ने विद्यार्थियों को जीवन में अनुशासन, मूल्यों और आत्मविश्वास के साथ आगे बढ़ने का संदेश दिया। इसके बाद कक्षा [423,1168,591,1328]
notice-subtitle: नामांतरण विज्ञप्ति [1229,1725,1303,1739]
mutation-cell: 11 [1003,2092,1028,2121]
ad2-subheader: सामग्री प्रबंधन विभाग [748,1761,834,1774]
mutation-row [1003,2150,1527,2179]
story-yadav-block-president [610,1500,988,1732]
ad2-notice-line: ई-प्रोक्योरमेंट निविदा सूचना संख्या एस/73/2025 दिनांक 15.12.2025 [684,1796,898,1804]
mutation-cell: श्रीमती गीता पति छगनलाल [1161,2121,1306,2150]
mutation-row [1003,1918,1527,1947]
tender-cell: 786 [601,2176,629,2197]
story8-col1: इंदौर। बालाजी सेवार्थ विनोद अग्रवाल फाउंडेशन एवं चमेलीदेवी इंस्टीट्यूट ऑफ फार्मेसी, इंदौर द्वारा मां चमेलीदेवी आरोग्य सेवा के तहत निःशुल्क स्वास्थ्य शिविर हासलपुर, महू में आयोजित किया गया। शिविर में डॉ. संतोष अग्निहोत्री, डॉ. अविनाश पटवारी, डॉ. हेमांगी सचदेवा, डॉ. रोहित जैन, डॉ. निकिता भटनागर, डॉ. करिश्मा [799,1371,974,1472]
tender-cell: 782 [601,2092,629,2113]
mutation-cell: सलमा बी-यूसुफ पति स्व. रफीक मोहम्मद [1028,1831,1161,1860]
ad1-subheader: ई-नीलामी बिक्री कार्यक्रम के सूचना [438,1948,556,1959]
tender-cell: 09-Jan-26 [930,1883,981,1904]
mutation-cell: 12 [1003,2121,1028,2150]
masthead [0,0,1557,76]
tender-cell: 50 Set [872,1841,930,1862]
mutation-cell: 05 [1003,1918,1028,1947]
tender-cell: 150 Nos [872,2050,930,2071]
tender-cell: WAP-4 के लिए फायरफैन्स फिटिंग का सेट [629,1862,872,1883]
tender-row [601,2176,981,2197]
mutation-cell: 06 [1003,1947,1028,1976]
story-anika [788,87,962,773]
mutation-row [1003,2063,1527,2092]
story12-photo [35,1966,395,2175]
tender-cell: 769 [601,1820,629,1841]
tender-cell: 30 Set [872,1862,930,1883]
story9-headline: सरयूपारी ब्राह्मण समाज द्वारा गणेशजी को न्योता [1181,1329,1504,1351]
story1-kicker: इंदौर प्रेस क्लब में आयोजित शिविर में पोस्ट मास्टर जनरल ने की घोषणा [35,87,639,114]
story-iim-post-office [23,87,779,773]
tender-cell: 14-Jan-26 [930,2113,981,2134]
story1-byline: पीपुल्स संवाददाता ■ इंदौर [35,326,133,338]
mutation-cell: श्री विजय पिता मुकेशचंद्र [1161,2034,1306,2063]
notice-sign-left [1030,2303,1205,2325]
mutation-row [1003,1802,1527,1831]
tender-cell: ब्रेक ब्लॉक [629,2176,872,2197]
